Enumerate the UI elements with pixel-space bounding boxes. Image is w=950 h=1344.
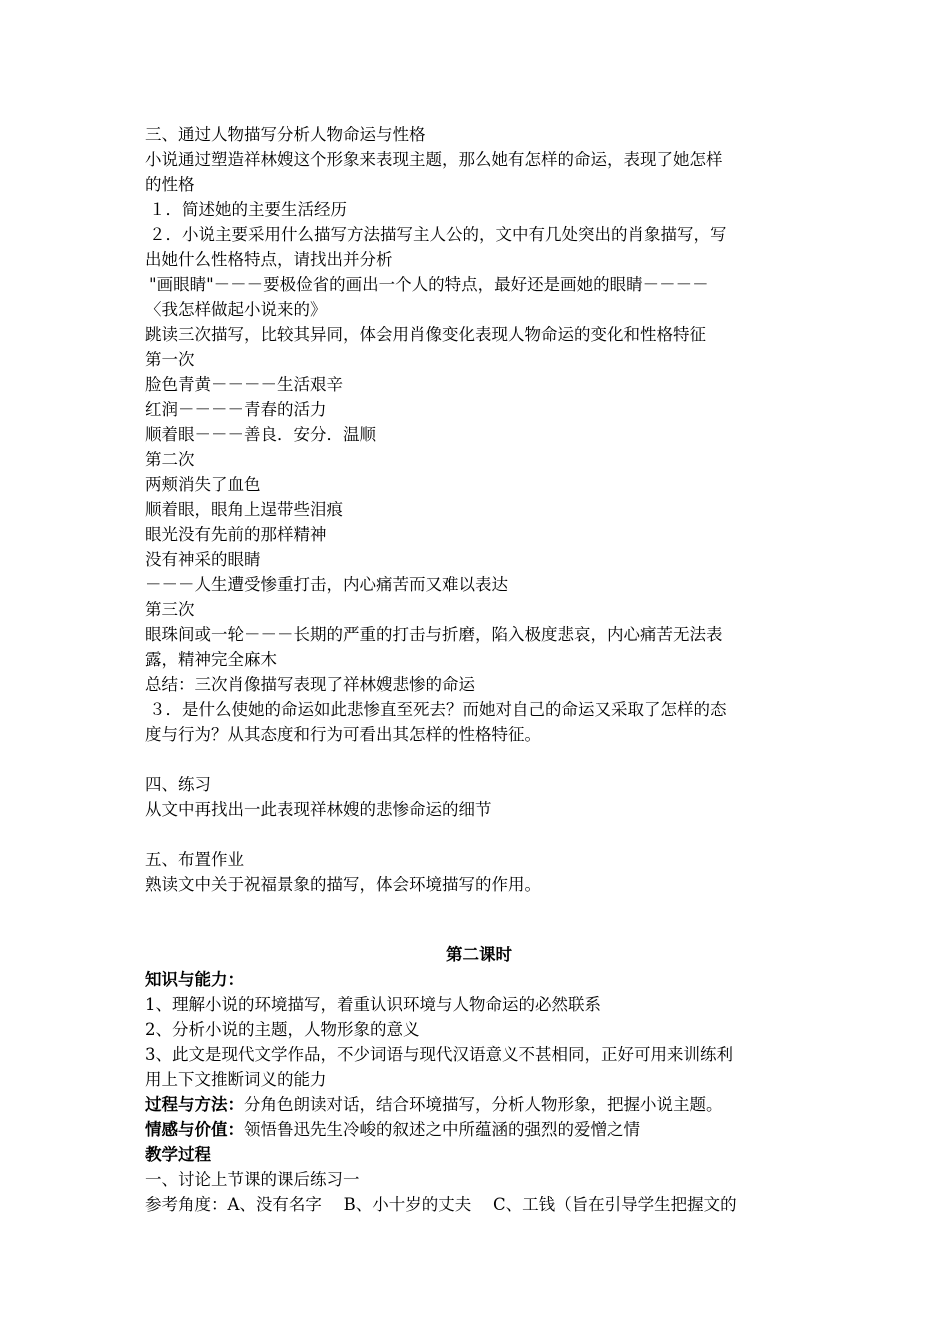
- emotion-text: 领悟鲁迅先生冷峻的叙述之中所蕴涵的强烈的爱憎之情: [244, 1120, 640, 1139]
- question-2: ２．小说主要采用什么描写方法描写主人公的，文中有几处突出的肖象描写，写: [149, 225, 727, 244]
- quote-line: "画眼睛"－－－要极俭省的画出一个人的特点，最好还是画她的眼睛－－－－: [149, 275, 709, 294]
- second-description-label: 第二次: [145, 450, 195, 469]
- process-line: [145, 1092, 813, 1117]
- paragraph-line: 一、讨论上节课的课后练习一: [145, 1170, 360, 1189]
- third-description-label: 第三次: [145, 600, 195, 619]
- list-item: 用上下文推断词义的能力: [145, 1070, 327, 1089]
- emotion-line: [145, 1117, 813, 1142]
- list-item: 1、理解小说的环境描写，着重认识环境与人物命运的必然联系: [145, 995, 601, 1014]
- teaching-heading: 教学过程: [145, 1145, 211, 1164]
- paragraph-line: 从文中再找出一此表现祥林嫂的悲惨命运的细节: [145, 800, 492, 819]
- list-item: 没有神采的眼睛: [145, 550, 261, 569]
- paragraph-line: 度与行为？从其态度和行为可看出其怎样的性格特征。: [145, 725, 541, 744]
- list-item: 脸色青黄－－－－生活艰辛: [145, 375, 343, 394]
- summary-line: 总结：三次肖像描写表现了祥林嫂悲惨的命运: [145, 675, 475, 694]
- blank-line: [145, 747, 813, 772]
- list-item: 露，精神完全麻木: [145, 650, 277, 669]
- list-item: 顺着眼，眼角上逞带些泪痕: [145, 500, 343, 519]
- paragraph-line: 跳读三次描写，比较其异同，体会用肖像变化表现人物命运的变化和性格特征: [145, 325, 706, 344]
- section-heading: 三、通过人物描写分析人物命运与性格: [145, 125, 426, 144]
- section-heading: 四、练习: [145, 775, 211, 794]
- list-item: 2、分析小说的主题，人物形象的意义: [145, 1020, 420, 1039]
- paragraph-line: 参考角度：A、没有名字 B、小十岁的丈夫 C、工钱（旨在引导学生把握文的: [145, 1195, 737, 1214]
- process-text: 分角色朗读对话，结合环境描写，分析人物形象，把握小说主题。: [244, 1095, 723, 1114]
- document-page: [145, 122, 813, 1217]
- list-item: 眼光没有先前的那样精神: [145, 525, 327, 544]
- paragraph-line: 小说通过塑造祥林嫂这个形象来表现主题，那么她有怎样的命运，表现了她怎样: [145, 150, 723, 169]
- blank-line: [145, 822, 813, 847]
- section-heading: 五、布置作业: [145, 850, 244, 869]
- paragraph-line: 的性格: [145, 175, 195, 194]
- emotion-label: 情感与价值：: [145, 1120, 244, 1139]
- list-item: 顺着眼－－－善良．安分．温顺: [145, 425, 376, 444]
- knowledge-heading: 知识与能力：: [145, 970, 244, 989]
- question-3: ３．是什么使她的命运如此悲惨直至死去？而她对自己的命运又采取了怎样的态: [149, 700, 727, 719]
- list-item: 红润－－－－青春的活力: [145, 400, 327, 419]
- list-item: 两颊消失了血色: [145, 475, 261, 494]
- first-description-label: 第一次: [145, 350, 195, 369]
- list-item: 眼珠间或一轮－－－长期的严重的打击与折磨，陷入极度悲哀，内心痛苦无法表: [145, 625, 723, 644]
- quote-source: 〈我怎样做起小说来的》: [145, 300, 327, 319]
- question-1: １．简述她的主要生活经历: [149, 200, 347, 219]
- lesson-title: 第二课时: [446, 945, 512, 964]
- list-item: 3、此文是现代文学作品，不少词语与现代汉语意义不甚相同，正好可用来训练利: [145, 1045, 733, 1064]
- process-label: 过程与方法：: [145, 1095, 244, 1114]
- paragraph-line: 出她什么性格特点，请找出并分析: [145, 250, 393, 269]
- paragraph-line: 熟读文中关于祝福景象的描写，体会环境描写的作用。: [145, 875, 541, 894]
- list-item: －－－人生遭受惨重打击，内心痛苦而又难以表达: [145, 575, 508, 594]
- blank-line: [145, 897, 813, 942]
